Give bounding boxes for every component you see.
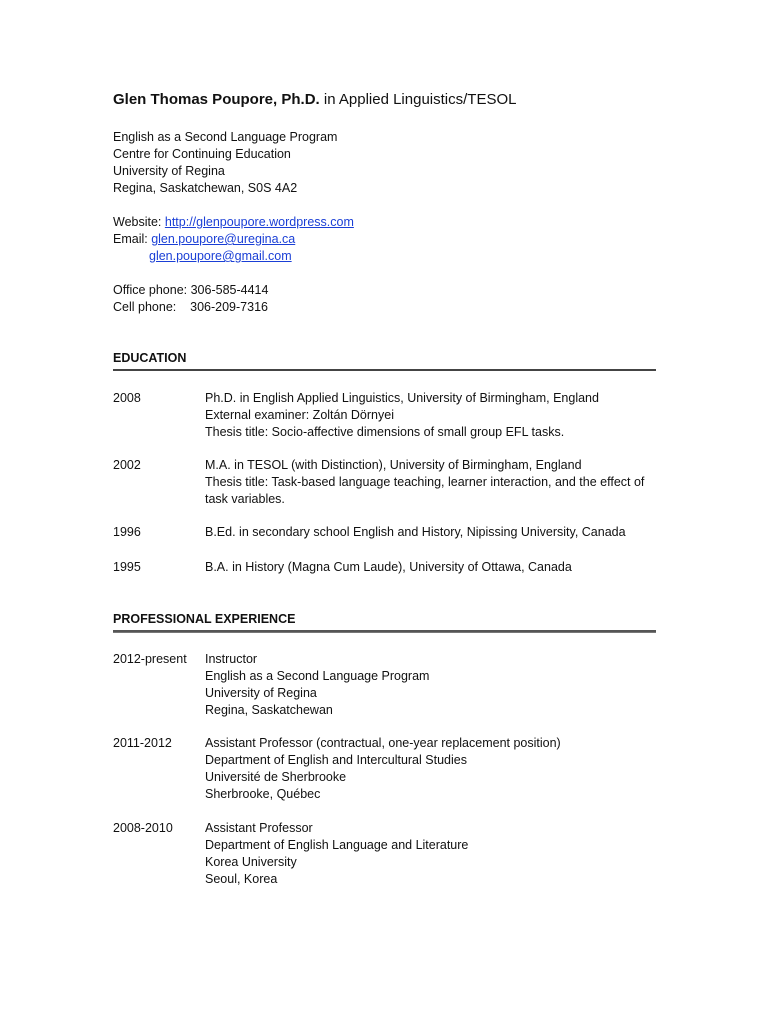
- entry-line: Ph.D. in English Applied Linguistics, University of Birmingham, England: [205, 391, 599, 405]
- entry-line: Seoul, Korea: [205, 872, 278, 886]
- entry-line: Assistant Professor (contractual, one-year replacement position): [205, 736, 561, 750]
- entry-details: [205, 457, 658, 508]
- entry-details: [205, 559, 658, 576]
- entry-line: B.Ed. in secondary school English and History, Nipissing University, Canada: [205, 525, 626, 539]
- entry-line: Instructor: [205, 652, 258, 666]
- website-line: [113, 214, 354, 231]
- office-phone: Office phone: 306-585-4414: [113, 283, 269, 297]
- website-link[interactable]: http://glenpoupore.wordpress.com: [164, 215, 354, 229]
- experience-heading: PROFESSIONAL EXPERIENCE: [113, 612, 296, 626]
- phone-block: [113, 282, 268, 316]
- entry-line: Université de Sherbrooke: [205, 770, 347, 784]
- email-line: [113, 231, 354, 248]
- entry-line: University of Regina: [205, 686, 317, 700]
- entry-details: [205, 390, 658, 441]
- entry-year: 2012-present: [113, 652, 187, 666]
- address-block: [113, 129, 337, 197]
- experience-divider: [113, 630, 656, 633]
- cell-phone: Cell phone: 306-209-7316: [113, 300, 268, 314]
- entry-line: Thesis title: Task-based language teaching, learner interaction, and the effect of task variables.: [205, 475, 645, 506]
- entry-details: [205, 651, 658, 719]
- entry-line: Thesis title: Socio-affective dimensions of small group EFL tasks.: [205, 425, 565, 439]
- contact-block: [113, 214, 354, 265]
- entry-line: Assistant Professor: [205, 821, 313, 835]
- email-line-secondary: [113, 248, 354, 265]
- education-divider: [113, 369, 656, 371]
- entry-line: External examiner: Zoltán Dörnyei: [205, 408, 394, 422]
- entry-line: M.A. in TESOL (with Distinction), University of Birmingham, England: [205, 458, 582, 472]
- entry-line: Department of English and Intercultural Studies: [205, 753, 467, 767]
- entry-details: [205, 735, 658, 803]
- education-heading: EDUCATION: [113, 351, 187, 365]
- entry-year: 1995: [113, 560, 141, 574]
- degree-field: in Applied Linguistics/TESOL: [319, 91, 517, 108]
- address-line: University of Regina: [113, 164, 225, 178]
- address-line: English as a Second Language Program: [113, 130, 338, 144]
- entry-details: [205, 820, 658, 888]
- entry-line: Korea University: [205, 855, 297, 869]
- website-label: Website:: [113, 215, 165, 229]
- email-link-primary[interactable]: glen.poupore@uregina.ca: [151, 232, 296, 246]
- entry-year: 2008-2010: [113, 821, 173, 835]
- entry-year: 2008: [113, 391, 141, 405]
- email-label: Email:: [113, 232, 152, 246]
- entry-year: 2011-2012: [113, 736, 172, 750]
- entry-details: [205, 524, 658, 541]
- cv-title: [113, 91, 516, 108]
- entry-year: 1996: [113, 525, 141, 539]
- entry-line: English as a Second Language Program: [205, 669, 430, 683]
- entry-line: B.A. in History (Magna Cum Laude), University of Ottawa, Canada: [205, 560, 572, 574]
- entry-line: Regina, Saskatchewan: [205, 703, 333, 717]
- email-link-secondary[interactable]: glen.poupore@gmail.com: [149, 249, 292, 263]
- entry-line: Department of English Language and Literature: [205, 838, 469, 852]
- entry-line: Sherbrooke, Québec: [205, 787, 321, 801]
- address-line: Centre for Continuing Education: [113, 147, 291, 161]
- address-line: Regina, Saskatchewan, S0S 4A2: [113, 181, 298, 195]
- person-name: Glen Thomas Poupore, Ph.D.: [113, 91, 320, 108]
- entry-year: 2002: [113, 458, 141, 472]
